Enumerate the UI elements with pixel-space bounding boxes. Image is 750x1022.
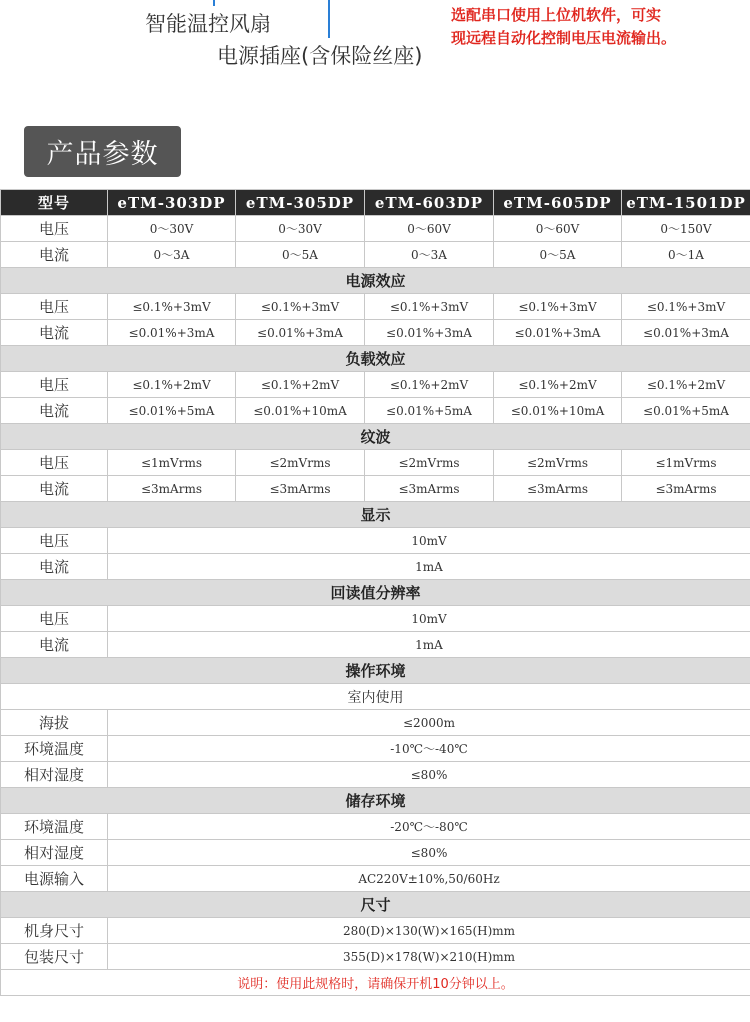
cell-value: ≤80% bbox=[108, 840, 750, 866]
group-title: 回读值分辨率 bbox=[1, 580, 750, 606]
cell-value: ≤0.1%+2mV bbox=[108, 372, 236, 398]
cell-value: 0～60V bbox=[494, 216, 622, 242]
spec-note: 说明：使用此规格时，请确保开机10分钟以上。 bbox=[1, 970, 750, 996]
group-title: 操作环境 bbox=[1, 658, 750, 684]
fan-leader-line bbox=[213, 0, 215, 6]
cell-value: ≤0.1%+2mV bbox=[494, 372, 622, 398]
group-header-display bbox=[1, 502, 750, 528]
row-label: 电源输入 bbox=[1, 866, 108, 892]
cell-value: ≤0.01%+5mA bbox=[365, 398, 494, 424]
header-etm-303dp: eTM-303DP bbox=[108, 190, 236, 216]
cell-value: 1mA bbox=[108, 632, 750, 658]
row-label: 环境温度 bbox=[1, 814, 108, 840]
cell-value: 10mV bbox=[108, 528, 750, 554]
cell-value: ≤1mVrms bbox=[108, 450, 236, 476]
table-row bbox=[1, 398, 750, 424]
cell-value: ≤0.01%+10mA bbox=[494, 398, 622, 424]
group-header-source-effect bbox=[1, 268, 750, 294]
cell-value: ≤3mArms bbox=[108, 476, 236, 502]
cell-value: 0～5A bbox=[494, 242, 622, 268]
row-label: 电压 bbox=[1, 372, 108, 398]
row-label: 海拔 bbox=[1, 710, 108, 736]
row-label: 相对湿度 bbox=[1, 840, 108, 866]
table-row bbox=[1, 606, 750, 632]
serial-port-note bbox=[451, 4, 676, 50]
row-label: 电流 bbox=[1, 476, 108, 502]
row-label: 电流 bbox=[1, 242, 108, 268]
cell-value: ≤2mVrms bbox=[236, 450, 365, 476]
socket-callout: 电源插座(含保险丝座) bbox=[217, 44, 423, 68]
cell-value: 280(D)×130(W)×165(H)mm bbox=[108, 918, 750, 944]
group-header-readback bbox=[1, 580, 750, 606]
spec-table bbox=[0, 189, 750, 996]
table-note-row bbox=[1, 970, 750, 996]
group-header-storage-env bbox=[1, 788, 750, 814]
cell-value: ≤1mVrms bbox=[622, 450, 750, 476]
table-row bbox=[1, 216, 750, 242]
cell-value: ≤3mArms bbox=[494, 476, 622, 502]
table-row bbox=[1, 372, 750, 398]
cell-value: 1mA bbox=[108, 554, 750, 580]
section-title: 产品参数 bbox=[24, 126, 181, 177]
group-title: 电源效应 bbox=[1, 268, 750, 294]
cell-value: ≤2000m bbox=[108, 710, 750, 736]
cell-value: 0～30V bbox=[108, 216, 236, 242]
group-title: 尺寸 bbox=[1, 892, 750, 918]
header-etm-605dp: eTM-605DP bbox=[494, 190, 622, 216]
cell-value: ≤0.01%+3mA bbox=[365, 320, 494, 346]
row-label: 电流 bbox=[1, 554, 108, 580]
table-row bbox=[1, 762, 750, 788]
cell-value: -20℃～-80℃ bbox=[108, 814, 750, 840]
row-label: 环境温度 bbox=[1, 736, 108, 762]
row-label: 电压 bbox=[1, 528, 108, 554]
serial-port-note-line2: 现远程自动化控制电压电流输出。 bbox=[451, 29, 677, 47]
cell-value: ≤0.01%+10mA bbox=[236, 398, 365, 424]
cell-value: ≤0.1%+3mV bbox=[108, 294, 236, 320]
cell-value: 10mV bbox=[108, 606, 750, 632]
cell-value: 0～5A bbox=[236, 242, 365, 268]
table-row bbox=[1, 684, 750, 710]
cell-value: ≤0.1%+3mV bbox=[236, 294, 365, 320]
row-label: 电压 bbox=[1, 216, 108, 242]
cell-value: ≤0.1%+2mV bbox=[622, 372, 750, 398]
cell-value: ≤3mArms bbox=[622, 476, 750, 502]
row-label: 包装尺寸 bbox=[1, 944, 108, 970]
table-row bbox=[1, 866, 750, 892]
cell-value: AC220V±10%,50/60Hz bbox=[108, 866, 750, 892]
cell-value: ≤80% bbox=[108, 762, 750, 788]
table-row bbox=[1, 814, 750, 840]
group-header-load-effect bbox=[1, 346, 750, 372]
cell-value: 355(D)×178(W)×210(H)mm bbox=[108, 944, 750, 970]
cell-value: ≤0.1%+3mV bbox=[365, 294, 494, 320]
cell-value: ≤0.1%+2mV bbox=[365, 372, 494, 398]
table-row bbox=[1, 528, 750, 554]
cell-value: ≤0.01%+3mA bbox=[494, 320, 622, 346]
row-label: 电压 bbox=[1, 606, 108, 632]
cell-value: ≤0.01%+3mA bbox=[236, 320, 365, 346]
table-row bbox=[1, 710, 750, 736]
table-row bbox=[1, 554, 750, 580]
socket-leader-line bbox=[328, 0, 330, 38]
cell-value: ≤0.01%+5mA bbox=[622, 398, 750, 424]
row-label: 电流 bbox=[1, 398, 108, 424]
cell-value: 0～60V bbox=[365, 216, 494, 242]
group-title: 储存环境 bbox=[1, 788, 750, 814]
cell-value: 室内使用 bbox=[1, 684, 750, 710]
group-title: 负载效应 bbox=[1, 346, 750, 372]
cell-value: 0～3A bbox=[108, 242, 236, 268]
table-row bbox=[1, 294, 750, 320]
table-row bbox=[1, 632, 750, 658]
cell-value: ≤2mVrms bbox=[365, 450, 494, 476]
cell-value: 0～3A bbox=[365, 242, 494, 268]
cell-value: 0～1A bbox=[622, 242, 750, 268]
cell-value: ≤0.01%+3mA bbox=[108, 320, 236, 346]
group-header-dimensions bbox=[1, 892, 750, 918]
serial-port-note-line1: 选配串口使用上位机软件，可实 bbox=[451, 6, 662, 24]
table-header-row bbox=[1, 190, 750, 216]
product-callouts bbox=[0, 0, 750, 120]
row-label: 电压 bbox=[1, 450, 108, 476]
cell-value: ≤0.1%+3mV bbox=[494, 294, 622, 320]
table-row bbox=[1, 840, 750, 866]
table-row bbox=[1, 320, 750, 346]
cell-value: ≤0.01%+3mA bbox=[622, 320, 750, 346]
header-model: 型号 bbox=[1, 190, 108, 216]
header-etm-305dp: eTM-305DP bbox=[236, 190, 365, 216]
cell-value: ≤3mArms bbox=[236, 476, 365, 502]
row-label: 相对湿度 bbox=[1, 762, 108, 788]
header-etm-603dp: eTM-603DP bbox=[365, 190, 494, 216]
cell-value: ≤3mArms bbox=[365, 476, 494, 502]
cell-value: ≤0.01%+5mA bbox=[108, 398, 236, 424]
row-label: 电流 bbox=[1, 320, 108, 346]
group-title: 纹波 bbox=[1, 424, 750, 450]
table-row bbox=[1, 944, 750, 970]
row-label: 机身尺寸 bbox=[1, 918, 108, 944]
header-etm-1501dp: eTM-1501DP bbox=[622, 190, 750, 216]
table-row bbox=[1, 918, 750, 944]
cell-value: ≤2mVrms bbox=[494, 450, 622, 476]
row-label: 电流 bbox=[1, 632, 108, 658]
cell-value: -10℃～-40℃ bbox=[108, 736, 750, 762]
row-label: 电压 bbox=[1, 294, 108, 320]
cell-value: ≤0.1%+3mV bbox=[622, 294, 750, 320]
group-header-operating-env bbox=[1, 658, 750, 684]
table-row bbox=[1, 476, 750, 502]
group-header-ripple bbox=[1, 424, 750, 450]
fan-callout: 智能温控风扇 bbox=[145, 12, 271, 36]
cell-value: 0～30V bbox=[236, 216, 365, 242]
cell-value: ≤0.1%+2mV bbox=[236, 372, 365, 398]
table-row bbox=[1, 450, 750, 476]
table-row bbox=[1, 242, 750, 268]
cell-value: 0～150V bbox=[622, 216, 750, 242]
group-title: 显示 bbox=[1, 502, 750, 528]
table-row bbox=[1, 736, 750, 762]
